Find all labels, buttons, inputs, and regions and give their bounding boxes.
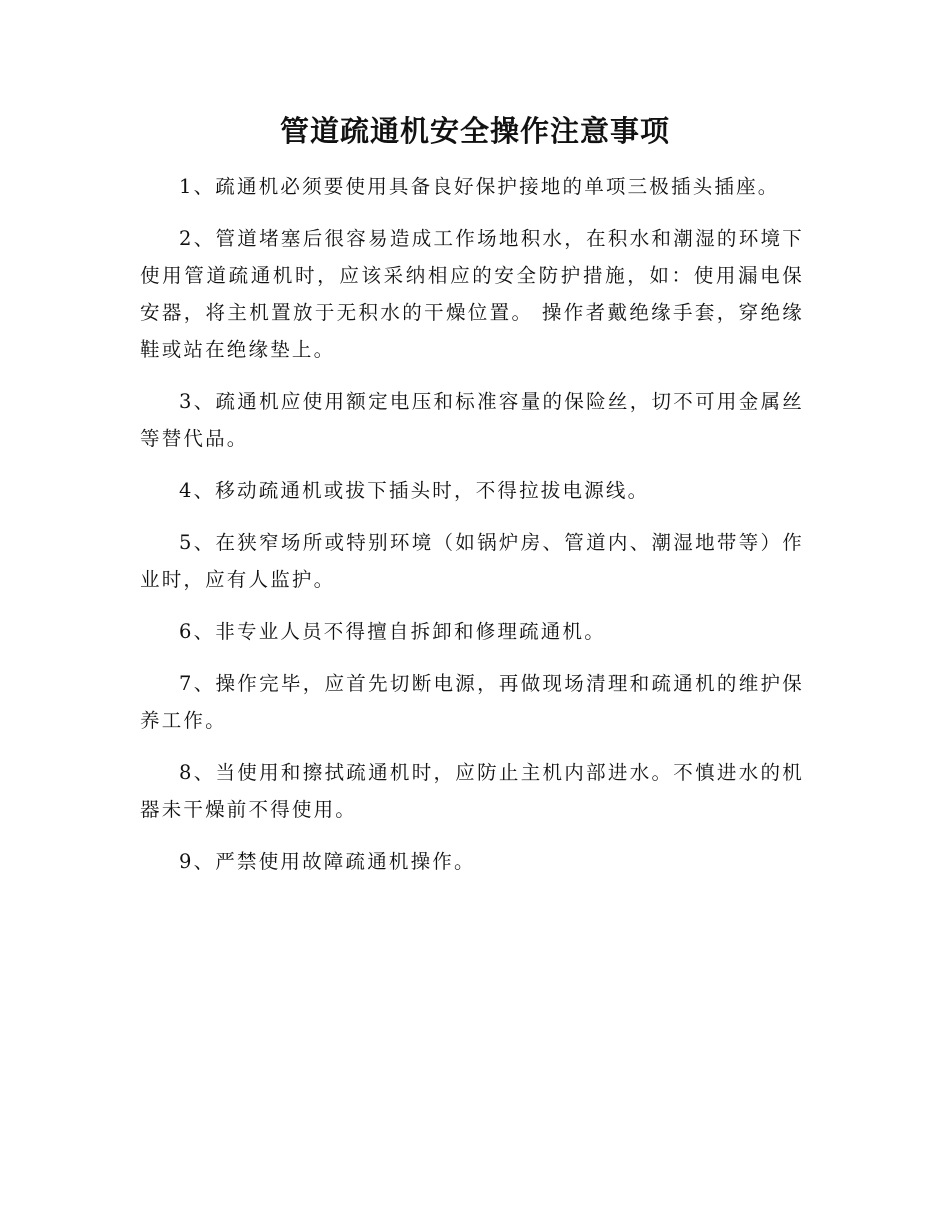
paragraph-2: 2、管道堵塞后很容易造成工作场地积水，在积水和潮湿的环境下使用管道疏通机时，应该采纳相应的安全防护措施，如：使用漏电保安器，将主机置放于无积水的干燥位置。 操作者戴绝缘手套，穿绝缘鞋或站在绝缘垫上。 xyxy=(140,227,804,361)
paragraph-4: 4、移动疏通机或拔下插头时，不得拉拔电源线。 xyxy=(179,479,650,502)
paragraph-5: 5、在狭窄场所或特别环境（如锅炉房、管道内、潮湿地带等）作业时，应有人监护。 xyxy=(140,531,804,591)
paragraph-6: 6、非专业人员不得擅自拆卸和修理疏通机。 xyxy=(179,620,606,643)
paragraph-3: 3、疏通机应使用额定电压和标准容量的保险丝，切不可用金属丝等替代品。 xyxy=(140,390,804,450)
document-body xyxy=(140,168,804,880)
paragraph-8: 8、当使用和擦拭疏通机时，应防止主机内部进水。不慎进水的机器未干燥前不得使用。 xyxy=(140,761,804,821)
paragraph-1: 1、疏通机必须要使用具备良好保护接地的单项三极插头插座。 xyxy=(179,175,780,198)
paragraph-7: 7、操作完毕，应首先切断电源，再做现场清理和疏通机的维护保养工作。 xyxy=(140,672,804,732)
paragraph-9: 9、严禁使用故障疏通机操作。 xyxy=(179,850,476,873)
document-title: 管道疏通机安全操作注意事项 xyxy=(279,114,670,148)
